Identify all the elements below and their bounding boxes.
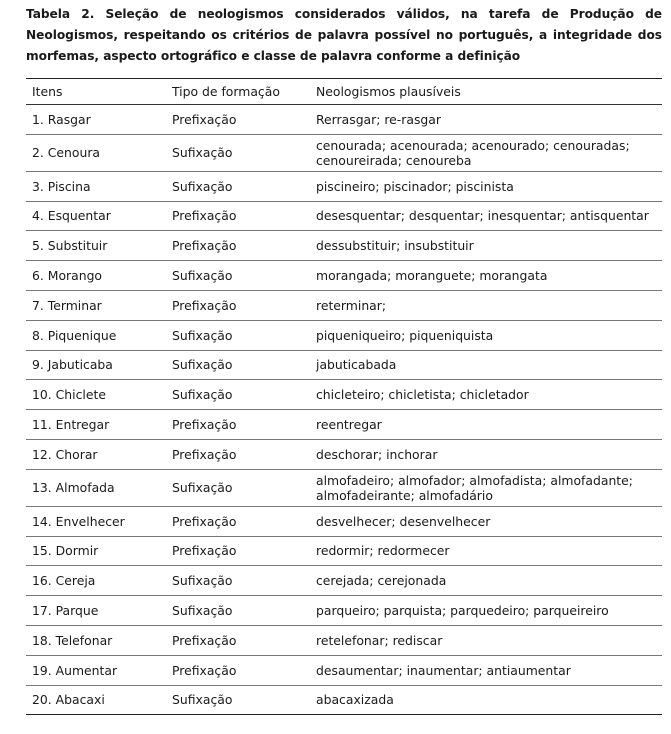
column-header-itens: Itens [26, 79, 166, 105]
cell-item: 3. Piscina [26, 171, 166, 201]
cell-tipo-de-formacao: Prefixação [166, 105, 310, 135]
cell-tipo-de-formacao: Sufixação [166, 380, 310, 410]
column-header-tipo-de-formacao: Tipo de formação [166, 79, 310, 105]
cell-tipo-de-formacao: Sufixação [166, 261, 310, 291]
cell-tipo-de-formacao: Sufixação [166, 350, 310, 380]
cell-tipo-de-formacao: Prefixação [166, 536, 310, 566]
table-row [26, 231, 662, 261]
cell-item: 14. Envelhecer [26, 506, 166, 536]
cell-neologismos: morangada; moranguete; morangata [310, 261, 662, 291]
cell-neologismos: jabuticabada [310, 350, 662, 380]
cell-tipo-de-formacao: Sufixação [166, 134, 310, 171]
cell-neologismos: dessubstituir; insubstituir [310, 231, 662, 261]
table-row [26, 134, 662, 171]
cell-item: 18. Telefonar [26, 625, 166, 655]
cell-item: 17. Parque [26, 596, 166, 626]
cell-item: 5. Substituir [26, 231, 166, 261]
cell-item: 2. Cenoura [26, 134, 166, 171]
cell-tipo-de-formacao: Prefixação [166, 655, 310, 685]
cell-tipo-de-formacao: Prefixação [166, 231, 310, 261]
cell-tipo-de-formacao: Prefixação [166, 410, 310, 440]
table-row [26, 171, 662, 201]
neologisms-table [26, 78, 662, 715]
cell-item: 9. Jabuticaba [26, 350, 166, 380]
cell-neologismos: redormir; redormecer [310, 536, 662, 566]
cell-neologismos: cenourada; acenourada; acenourado; cenouradas; cenoureirada; cenoureba [310, 134, 662, 171]
cell-item: 7. Terminar [26, 290, 166, 320]
cell-neologismos: desesquentar; desquentar; inesquentar; antisquentar [310, 201, 662, 231]
cell-tipo-de-formacao: Prefixação [166, 290, 310, 320]
cell-item: 6. Morango [26, 261, 166, 291]
table-row [26, 506, 662, 536]
cell-neologismos: piscineiro; piscinador; piscinista [310, 171, 662, 201]
cell-item: 13. Almofada [26, 469, 166, 506]
table-header-row [26, 79, 662, 105]
cell-tipo-de-formacao: Prefixação [166, 506, 310, 536]
cell-neologismos: cerejada; cerejonada [310, 566, 662, 596]
cell-item: 4. Esquentar [26, 201, 166, 231]
column-header-neologismos-plausiveis: Neologismos plausíveis [310, 79, 662, 105]
cell-tipo-de-formacao: Prefixação [166, 625, 310, 655]
table-row [26, 439, 662, 469]
table-row [26, 290, 662, 320]
cell-neologismos: abacaxizada [310, 685, 662, 715]
cell-item: 10. Chiclete [26, 380, 166, 410]
cell-neologismos: Rerrasgar; re-rasgar [310, 105, 662, 135]
table-row [26, 596, 662, 626]
cell-neologismos: desvelhecer; desenvelhecer [310, 506, 662, 536]
cell-tipo-de-formacao: Sufixação [166, 171, 310, 201]
table-row [26, 469, 662, 506]
cell-item: 20. Abacaxi [26, 685, 166, 715]
cell-neologismos: almofadeiro; almofador; almofadista; almofadante; almofadeirante; almofadário [310, 469, 662, 506]
cell-neologismos: reterminar; [310, 290, 662, 320]
table-row [26, 625, 662, 655]
table-caption: Tabela 2. Seleção de neologismos considerados válidos, na tarefa de Produção de Neologismos, respeitando os critérios de palavra possível no português, a integridade dos morfemas, aspecto ortográfico e classe de palavra conforme a definição [26, 7, 662, 63]
table-row [26, 201, 662, 231]
cell-item: 19. Aumentar [26, 655, 166, 685]
cell-tipo-de-formacao: Sufixação [166, 566, 310, 596]
cell-tipo-de-formacao: Prefixação [166, 201, 310, 231]
cell-neologismos: retelefonar; rediscar [310, 625, 662, 655]
cell-neologismos: chicleteiro; chicletista; chicletador [310, 380, 662, 410]
table-row [26, 261, 662, 291]
table-row [26, 105, 662, 135]
cell-item: 15. Dormir [26, 536, 166, 566]
cell-item: 11. Entregar [26, 410, 166, 440]
table-row [26, 350, 662, 380]
cell-neologismos: parqueiro; parquista; parquedeiro; parqueireiro [310, 596, 662, 626]
table-row [26, 410, 662, 440]
cell-tipo-de-formacao: Sufixação [166, 469, 310, 506]
table-body [26, 105, 662, 715]
cell-tipo-de-formacao: Sufixação [166, 320, 310, 350]
cell-neologismos: desaumentar; inaumentar; antiaumentar [310, 655, 662, 685]
cell-tipo-de-formacao: Sufixação [166, 685, 310, 715]
cell-neologismos: piqueniqueiro; piqueniquista [310, 320, 662, 350]
cell-item: 16. Cereja [26, 566, 166, 596]
table-row [26, 536, 662, 566]
cell-item: 12. Chorar [26, 439, 166, 469]
table-row [26, 685, 662, 715]
cell-neologismos: reentregar [310, 410, 662, 440]
cell-tipo-de-formacao: Sufixação [166, 596, 310, 626]
cell-item: 1. Rasgar [26, 105, 166, 135]
cell-neologismos: deschorar; inchorar [310, 439, 662, 469]
table-row [26, 566, 662, 596]
cell-item: 8. Piquenique [26, 320, 166, 350]
table-row [26, 320, 662, 350]
cell-tipo-de-formacao: Prefixação [166, 439, 310, 469]
table-row [26, 380, 662, 410]
table-row [26, 655, 662, 685]
